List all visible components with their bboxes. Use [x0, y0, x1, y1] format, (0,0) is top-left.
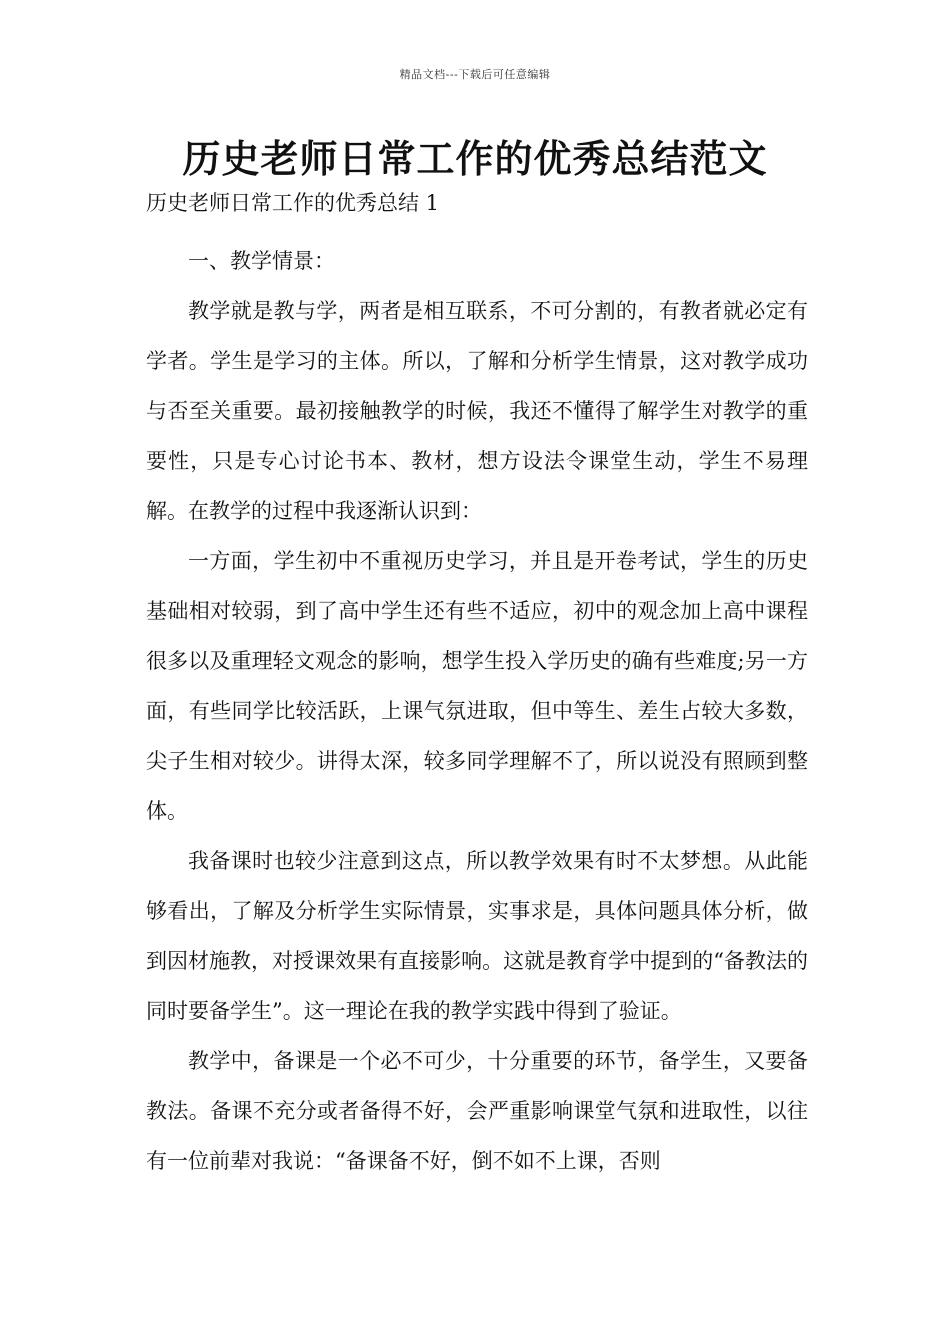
- paragraph: 一方面，学生初中不重视历史学习，并且是开卷考试，学生的历史基础相对较弱，到了高中学生还有些不适应，初中的观念加上高中课程很多以及重理轻文观念的影响，想学生投入学历史的确有些难度;另一方面，有些同学比较活跃，上课气氛进取，但中等生、差生占较大多数，尖子生相对较少。讲得太深，较多同学理解不了，所以说没有照顾到整体。: [146, 549, 808, 823]
- header-note: 精品文档---下载后可任意编辑: [399, 68, 551, 81]
- paragraph: 教学就是教与学，两者是相互联系，不可分割的，有教者就必定有学者。学生是学习的主体。所以，了解和分析学生情景，这对教学成功与否至关重要。最初接触教学的时候，我还不懂得了解学生对教学的重要性，只是专心讨论书本、教材，想方设法令课堂生动，学生不易理解。在教学的过程中我逐渐认识到：: [146, 299, 808, 523]
- document-title: 历史老师日常工作的优秀总结范文: [182, 137, 768, 181]
- paragraph: 我备课时也较少注意到这点，所以教学效果有时不太梦想。从此能够看出，了解及分析学生实际情景，实事求是，具体问题具体分析，做到因材施教，对授课效果有直接影响。这就是教育学中提到的“备教法的同时要备学生”。这一理论在我的教学实践中得到了验证。: [146, 849, 808, 1023]
- paragraph: 教学中，备课是一个必不可少，十分重要的环节，备学生，又要备教法。备课不充分或者备得不好，会严重影响课堂气氛和进取性，以往有一位前辈对我说：“备课备不好，倒不如不上课，否则: [146, 1049, 808, 1173]
- document-subtitle: 历史老师日常工作的优秀总结 1: [146, 191, 440, 215]
- section-heading: 一、教学情景：: [188, 249, 335, 273]
- document-body: [146, 236, 808, 1186]
